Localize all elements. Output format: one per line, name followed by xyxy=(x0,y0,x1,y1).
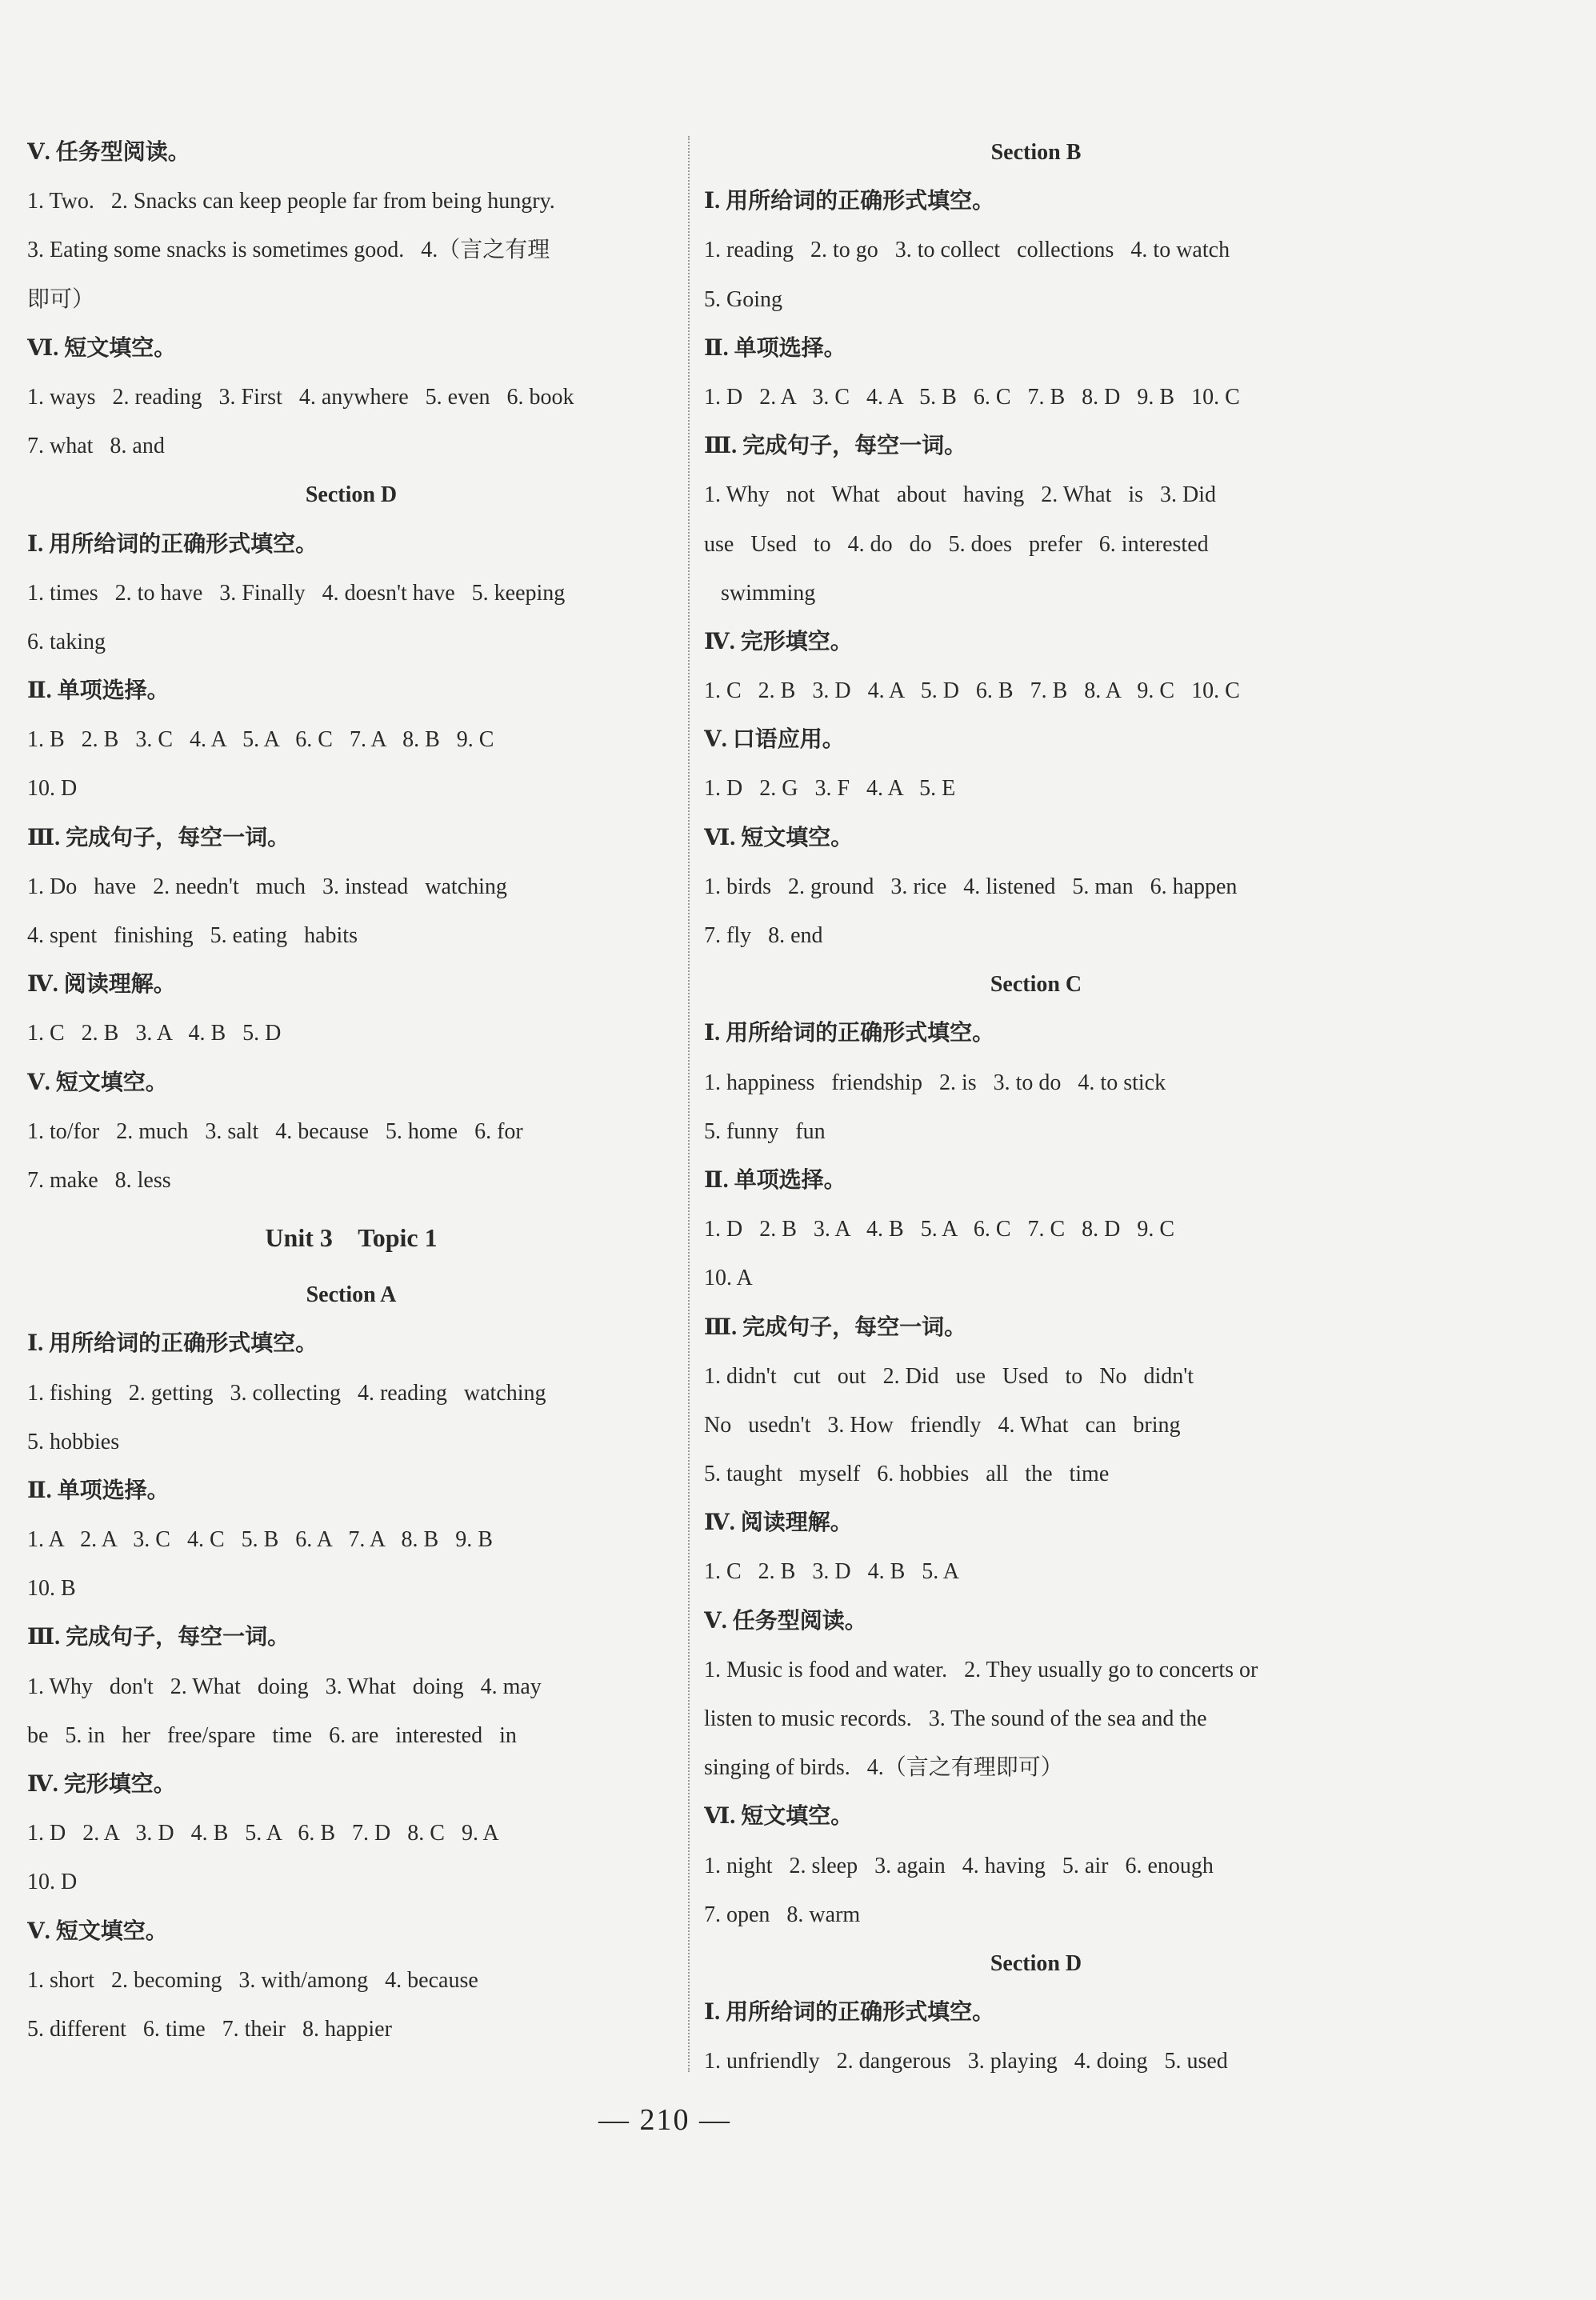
answer-line: No usedn't 3. How friendly 4. What can bring xyxy=(704,1412,1181,1438)
right-column xyxy=(704,128,1368,2086)
exercise-heading: Ⅴ. 短文填空。 xyxy=(27,1070,168,1095)
answer-line: 10. D xyxy=(27,1870,78,1895)
answer-line: 1. fishing 2. getting 3. collecting 4. reading watching xyxy=(27,1380,546,1406)
column-divider xyxy=(688,136,690,2072)
answer-line: 3. Eating some snacks is sometimes good. 4.（言之有理 xyxy=(27,238,550,263)
exercise-heading: Ⅳ. 完形填空。 xyxy=(27,1772,176,1797)
exercise-heading: Ⅵ. 短文填空。 xyxy=(27,335,177,361)
answer-line: 1. reading 2. to go 3. to collect collections 4. to watch xyxy=(704,238,1230,263)
exercise-heading: Ⅱ. 单项选择。 xyxy=(704,335,846,361)
exercise-heading: Ⅰ. 用所给词的正确形式填空。 xyxy=(704,189,995,214)
exercise-heading: Ⅲ. 完成句子，每空一词。 xyxy=(704,434,967,459)
answer-line: 5. different 6. time 7. their 8. happier xyxy=(27,2016,392,2042)
answer-line: 1. happiness friendship 2. is 3. to do 4. to stick xyxy=(704,1070,1166,1095)
exercise-heading: Ⅱ. 单项选择。 xyxy=(704,1167,846,1193)
section-heading: Section B xyxy=(990,140,1082,165)
answer-line: 1. unfriendly 2. dangerous 3. playing 4. doing 5. used xyxy=(704,2049,1228,2074)
answer-line: 7. fly 8. end xyxy=(704,923,823,948)
answer-line: 1. D 2. A 3. D 4. B 5. A 6. B 7. D 8. C 9. A xyxy=(27,1821,499,1846)
exercise-heading: Ⅰ. 用所给词的正确形式填空。 xyxy=(704,1021,995,1046)
answer-line: 10. A xyxy=(704,1266,753,1291)
exercise-heading: Ⅰ. 用所给词的正确形式填空。 xyxy=(27,531,318,557)
answer-line: 1. D 2. A 3. C 4. A 5. B 6. C 7. B 8. D 9. B 10. C xyxy=(704,384,1240,410)
answer-line: 1. short 2. becoming 3. with/among 4. because xyxy=(27,1967,478,1993)
answer-line: 1. A 2. A 3. C 4. C 5. B 6. A 7. A 8. B 9. B xyxy=(27,1527,493,1553)
section-heading: Section C xyxy=(990,972,1082,998)
exercise-heading: Ⅵ. 短文填空。 xyxy=(704,825,854,850)
exercise-heading: Ⅲ. 完成句子，每空一词。 xyxy=(27,825,290,850)
answer-line: 1. C 2. B 3. D 4. B 5. A xyxy=(704,1559,959,1585)
answer-line: 1. D 2. B 3. A 4. B 5. A 6. C 7. C 8. D 9. C xyxy=(704,1217,1175,1242)
answer-line: 5. taught myself 6. hobbies all the time xyxy=(704,1462,1110,1487)
answer-line: 7. make 8. less xyxy=(27,1167,171,1193)
exercise-heading: Ⅴ. 短文填空。 xyxy=(27,1918,168,1944)
answer-line: 1. D 2. G 3. F 4. A 5. E xyxy=(704,776,956,802)
exercise-heading: Ⅳ. 阅读理解。 xyxy=(704,1510,853,1536)
exercise-heading: Ⅴ. 口语应用。 xyxy=(704,727,845,753)
section-heading: Section A xyxy=(306,1282,397,1308)
answer-line: 1. times 2. to have 3. Finally 4. doesn't have 5. keeping xyxy=(27,580,566,606)
exercise-heading: Ⅳ. 阅读理解。 xyxy=(27,972,176,998)
exercise-heading: Ⅵ. 短文填空。 xyxy=(704,1804,854,1830)
answer-line: listen to music records. 3. The sound of the sea and the xyxy=(704,1706,1207,1731)
unit-heading: Unit 3 Topic 1 xyxy=(265,1223,438,1253)
answer-line: 1. B 2. B 3. C 4. A 5. A 6. C 7. A 8. B 9. C xyxy=(27,727,494,753)
answer-line: 1. night 2. sleep 3. again 4. having 5. air 6. enough xyxy=(704,1853,1214,1878)
answer-line: 5. funny fun xyxy=(704,1118,826,1144)
answer-line: 6. taking xyxy=(27,629,106,654)
exercise-heading: Ⅱ. 单项选择。 xyxy=(27,1478,170,1503)
answer-line: 4. spent finishing 5. eating habits xyxy=(27,923,358,948)
answer-line: 1. Why don't 2. What doing 3. What doing 4. may xyxy=(27,1674,542,1699)
answer-line: 7. open 8. warm xyxy=(704,1902,861,1927)
exercise-heading: Ⅱ. 单项选择。 xyxy=(27,678,170,704)
answer-line: 1. Music is food and water. 2. They usually go to concerts or xyxy=(704,1657,1258,1682)
answer-line: 1. C 2. B 3. A 4. B 5. D xyxy=(27,1021,282,1046)
exercise-heading: Ⅴ. 任务型阅读。 xyxy=(27,140,190,165)
answer-line: 1. to/for 2. much 3. salt 4. because 5. home 6. for xyxy=(27,1118,523,1144)
answer-line: 7. what 8. and xyxy=(27,434,165,459)
section-heading: Section D xyxy=(990,1950,1082,1976)
exercise-heading: Ⅰ. 用所给词的正确形式填空。 xyxy=(704,2000,995,2026)
answer-line: 5. Going xyxy=(704,286,782,312)
exercise-heading: Ⅳ. 完形填空。 xyxy=(704,629,853,654)
answer-line: 1. C 2. B 3. D 4. A 5. D 6. B 7. B 8. A 9. C 10. C xyxy=(704,678,1240,704)
answer-line: 1. didn't cut out 2. Did use Used to No didn't xyxy=(704,1363,1194,1389)
page-number: — 210 — xyxy=(598,2103,731,2137)
answer-line: 5. hobbies xyxy=(27,1429,120,1454)
answer-line: 10. B xyxy=(27,1576,76,1602)
exercise-heading: Ⅰ. 用所给词的正确形式填空。 xyxy=(27,1331,318,1357)
answer-line: be 5. in her free/spare time 6. are interested in xyxy=(27,1722,517,1748)
answer-line: swimming xyxy=(704,580,816,606)
answer-line: singing of birds. 4.（言之有理即可） xyxy=(704,1755,1063,1781)
answer-line: 1. Do have 2. needn't much 3. instead watching xyxy=(27,874,507,899)
section-heading: Section D xyxy=(305,482,398,508)
exercise-heading: Ⅲ. 完成句子，每空一词。 xyxy=(704,1314,967,1340)
exercise-heading: Ⅴ. 任务型阅读。 xyxy=(704,1608,867,1634)
answer-line: 1. birds 2. ground 3. rice 4. listened 5. man 6. happen xyxy=(704,874,1238,899)
answer-line: 1. ways 2. reading 3. First 4. anywhere 5. even 6. book xyxy=(27,384,574,410)
answer-line: 1. Two. 2. Snacks can keep people far from being hungry. xyxy=(27,189,555,214)
exercise-heading: Ⅲ. 完成句子，每空一词。 xyxy=(27,1625,290,1650)
left-column xyxy=(27,128,675,2054)
answer-line: use Used to 4. do do 5. does prefer 6. interested xyxy=(704,531,1209,557)
answer-line: 1. Why not What about having 2. What is 3. Did xyxy=(704,482,1217,508)
answer-line: 10. D xyxy=(27,776,78,802)
answer-line: 即可） xyxy=(27,286,95,312)
